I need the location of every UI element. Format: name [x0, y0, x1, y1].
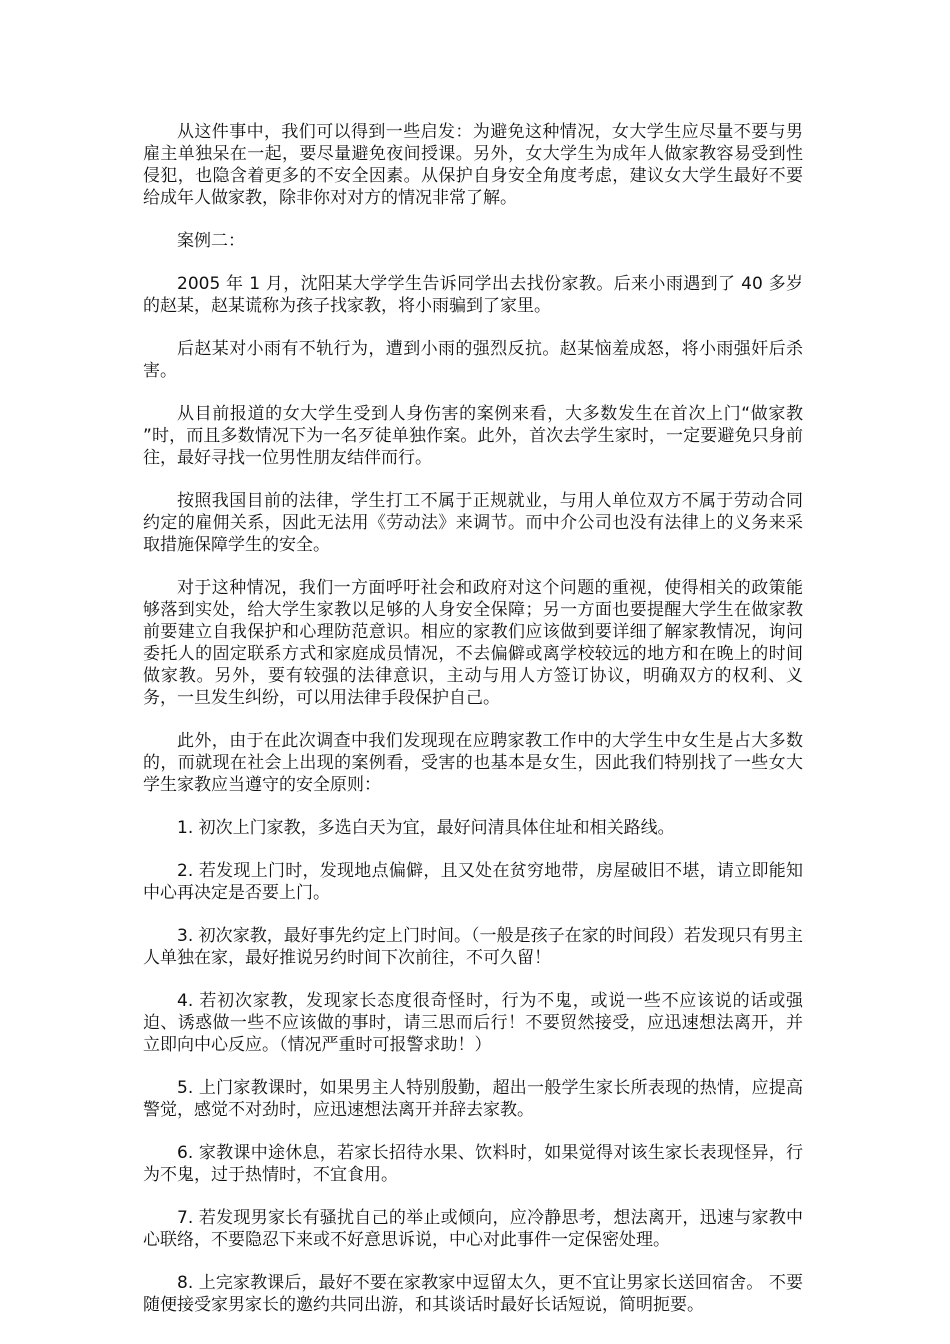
paragraph-case-two-intro: 2005 年 1 月，沈阳某大学学生告诉同学出去找份家教。后来小雨遇到了 40 多岁的赵某，赵某谎称为孩子找家教，将小雨骗到了家里。: [143, 274, 803, 316]
safety-rule-4: 4. 若初次家教，发现家长态度很奇怪时，行为不鬼，或说一些不应该说的话或强迫、诱惑做一些不应该做的事时，请三思而后行！不要贸然接受，应迅速想法离开，并立即向中心反应。（情况严重时可报警求助！）: [143, 991, 803, 1055]
safety-rule-5: 5. 上门家教课时，如果男主人特别殷勤，超出一般学生家长所表现的热情，应提高警觉，感觉不对劲时，应迅速想法离开并辞去家教。: [143, 1078, 803, 1120]
paragraph-case-two-outcome: 后赵某对小雨有不轨行为，遭到小雨的强烈反抗。赵某恼羞成怒，将小雨强奸后杀害。: [143, 339, 803, 381]
safety-rule-3: 3. 初次家教，最好事先约定上门时间。（一般是孩子在家的时间段）若发现只有男主人单独在家，最好推说另约时间下次前往，不可久留！: [143, 926, 803, 968]
paragraph-recommendations: 对于这种情况，我们一方面呼吁社会和政府对这个问题的重视，使得相关的政策能够落到实处，给大学生家教以足够的人身安全保障；另一方面也要提醒大学生在做家教前要建立自我保护和心理防范意识。相应的家教们应该做到要详细了解家教情况，询问委托人的固定联系方式和家庭成员情况，不去偏僻或离学校较远的地方和在晚上的时间做家教。另外，要有较强的法律意识，主动与用人方签订协议，明确双方的权利、义务，一旦发生纠纷，可以用法律手段保护自己。: [143, 578, 803, 708]
safety-rule-6: 6. 家教课中途休息，若家长招待水果、饮料时，如果觉得对该生家长表现怪异，行为不鬼，过于热情时，不宜食用。: [143, 1143, 803, 1185]
safety-rule-1: 1. 初次上门家教，多选白天为宜，最好问清具体住址和相关路线。: [177, 818, 675, 838]
safety-rule-2: 2. 若发现上门时，发现地点偏僻，且又处在贫穷地带，房屋破旧不堪，请立即能知中心再决定是否要上门。: [143, 861, 803, 903]
paragraph-lesson-one: 从这件事中，我们可以得到一些启发：为避免这种情况，女大学生应尽量不要与男雇主单独呆在一起，要尽量避免夜间授课。另外，女大学生为成年人做家教容易受到性侵犯，也隐含着更多的不安全因素。从保护自身安全角度考虑，建议女大学生最好不要给成年人做家教，除非你对对方的情况非常了解。: [143, 122, 803, 208]
case-two-heading: 案例二：: [177, 231, 245, 251]
safety-rule-8: 8. 上完家教课后，最好不要在家教家中逗留太久，更不宜让男家长送回宿舍。 不要随便接受家男家长的邀约共同出游，和其谈话时最好长话短说，简明扼要。: [143, 1273, 803, 1315]
paragraph-first-visit: 从目前报道的女大学生受到人身伤害的案例来看，大多数发生在首次上门“做家教 ”时，而且多数情况下为一名歹徒单独作案。此外，首次去学生家时，一定要避免只身前往，最好寻找一位男性朋友结伴而行。: [143, 404, 803, 468]
document-body: [143, 121, 803, 1316]
paragraph-law: 按照我国目前的法律，学生打工不属于正规就业，与用人单位双方不属于劳动合同约定的雇佣关系，因此无法用《劳动法》来调节。而中介公司也没有法律上的义务来采取措施保障学生的安全。: [143, 491, 803, 555]
safety-rule-7: 7. 若发现男家长有骚扰自己的举止或倾向，应冷静思考，想法离开，迅速与家教中心联络，不要隐忍下来或不好意思诉说，中心对此事件一定保密处理。: [143, 1208, 803, 1250]
paragraph-safety-intro: 此外，由于在此次调查中我们发现现在应聘家教工作中的大学生中女生是占大多数的，而就现在社会上出现的案例看，受害的也基本是女生，因此我们特别找了一些女大学生家教应当遵守的安全原则：: [143, 731, 803, 795]
